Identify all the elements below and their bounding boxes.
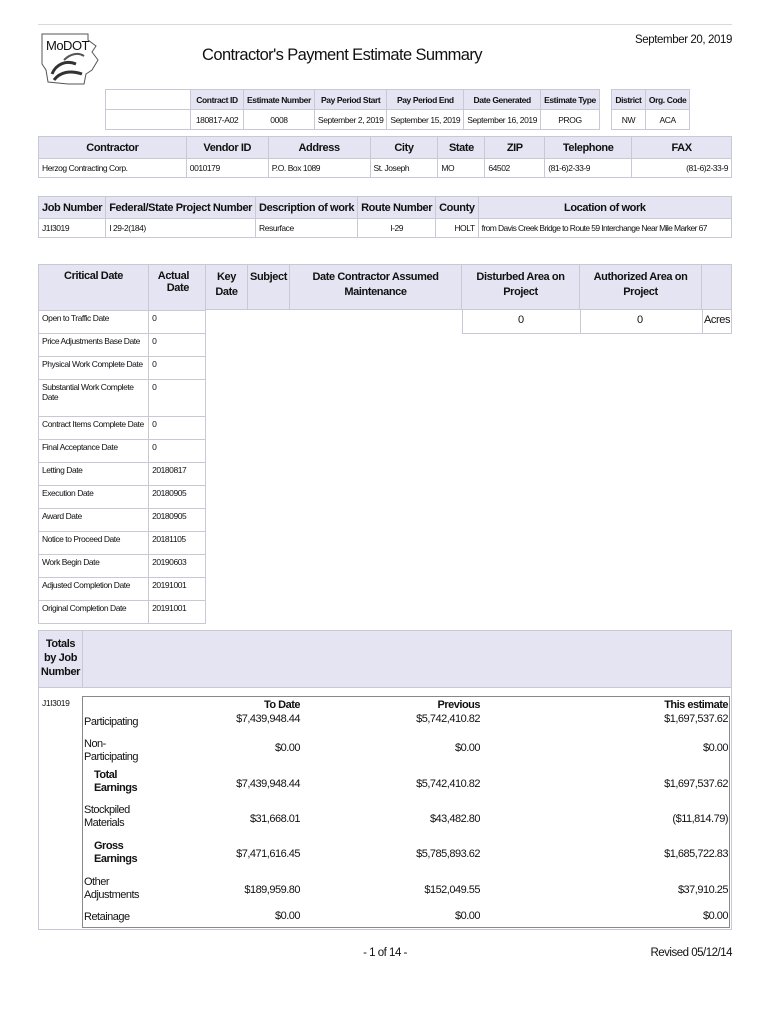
to-date-value: $0.00 (274, 742, 300, 754)
subject-header: Subject (248, 265, 290, 309)
project-number-header: Federal/State Project Number (106, 197, 256, 219)
to-date-value: $31,668.01 (249, 813, 300, 825)
this-estimate-value: $37,910.25 (677, 884, 728, 896)
county: HOLT (436, 219, 478, 238)
disturbed-area-header: Disturbed Area on Project (462, 265, 580, 309)
totals-row-label: Other Adjustments (84, 876, 140, 901)
contractor-table (38, 136, 732, 178)
telephone-header: Telephone (545, 137, 632, 159)
authorized-area-value: 0 (637, 314, 643, 326)
totals-heading: Totals by Job Number (38, 630, 83, 688)
page-number: - 1 of 14 - (363, 947, 407, 959)
critical-date-value: 20190603 (149, 555, 206, 578)
org-code-label: Org. Code (645, 90, 690, 110)
address: P.O. Box 1089 (268, 159, 370, 178)
blank-cell (106, 90, 191, 110)
contract-info-table (105, 89, 690, 130)
previous-value: $152,049.55 (424, 884, 480, 896)
totals-row-label: Retainage (84, 911, 130, 923)
this-estimate-value: $1,685,722.83 (664, 848, 728, 860)
critical-date-label: Work Begin Date (39, 555, 149, 578)
fax: (81-6)2-33-9 (632, 159, 732, 178)
previous-header: Previous (437, 699, 480, 711)
critical-dates-table (38, 264, 206, 624)
contract-id-value: 180817-A02 (191, 110, 244, 130)
critical-date-value: 0 (149, 334, 206, 357)
critical-date-value: 0 (149, 380, 206, 417)
critical-date-label: Substantial Work Complete Date (39, 380, 149, 417)
previous-value: $5,742,410.82 (416, 778, 480, 790)
critical-date-value: 0 (149, 440, 206, 463)
actual-date-header: Actual Date (149, 265, 206, 311)
key-date-header: Key Date (206, 265, 248, 309)
vendor-id-header: Vendor ID (186, 137, 268, 159)
to-date-value: $7,439,948.44 (236, 778, 300, 790)
critical-date-value: 0 (149, 357, 206, 380)
pay-period-start-label: Pay Period Start (314, 90, 387, 110)
district-value: NW (611, 110, 645, 130)
divider (580, 310, 581, 333)
critical-date-label: Price Adjustments Base Date (39, 334, 149, 357)
to-date-value: $189,959.80 (244, 884, 300, 896)
totals-job-number: J1I3019 (42, 698, 70, 708)
this-estimate-value: $0.00 (702, 742, 728, 754)
document-date: September 20, 2019 (634, 34, 732, 46)
divider (702, 310, 703, 333)
revised-date: Revised 05/12/14 (650, 947, 732, 959)
critical-extra-headers (206, 264, 732, 310)
estimate-number-value: 0008 (244, 110, 315, 130)
job-number-header: Job Number (39, 197, 106, 219)
city: St. Joseph (370, 159, 438, 178)
this-estimate-header: This estimate (664, 699, 728, 711)
critical-date-value: 20191001 (149, 601, 206, 624)
previous-value: $5,785,893.62 (416, 848, 480, 860)
critical-date-value: 0 (149, 417, 206, 440)
critical-date-value: 20191001 (149, 578, 206, 601)
description: Resurface (256, 219, 358, 238)
address-header: Address (268, 137, 370, 159)
previous-value: $43,482.80 (429, 813, 480, 825)
this-estimate-value: $1,697,537.62 (664, 778, 728, 790)
gap (599, 90, 611, 110)
pay-period-end-label: Pay Period End (387, 90, 464, 110)
project-number: I 29-2(184) (106, 219, 256, 238)
critical-date-label: Original Completion Date (39, 601, 149, 624)
totals-heading-band (83, 630, 732, 688)
state: MO (438, 159, 485, 178)
critical-date-label: Award Date (39, 509, 149, 532)
job-number: J1I3019 (39, 219, 106, 238)
area-row (462, 310, 732, 334)
critical-date-value: 20180905 (149, 486, 206, 509)
pay-period-start-value: September 2, 2019 (314, 110, 387, 130)
totals-row-label: Stockpiled Materials (84, 804, 130, 829)
previous-value: $0.00 (454, 910, 480, 922)
this-estimate-value: $1,697,537.62 (664, 713, 728, 725)
critical-date-label: Physical Work Complete Date (39, 357, 149, 380)
to-date-header: To Date (263, 699, 300, 711)
maintenance-date-header: Date Contractor Assumed Maintenance (290, 265, 462, 309)
gap (599, 110, 611, 130)
location-header: Location of work (478, 197, 731, 219)
previous-value: $0.00 (454, 742, 480, 754)
description-header: Description of work (256, 197, 358, 219)
critical-date-value: 20181105 (149, 532, 206, 555)
contractor-name: Herzog Contracting Corp. (39, 159, 187, 178)
route-number-header: Route Number (358, 197, 436, 219)
date-generated-label: Date Generated (464, 90, 541, 110)
disturbed-area-value: 0 (518, 314, 524, 326)
critical-date-value: 0 (149, 311, 206, 334)
critical-date-label: Notice to Proceed Date (39, 532, 149, 555)
critical-date-label: Final Acceptance Date (39, 440, 149, 463)
estimate-type-label: Estimate Type (541, 90, 600, 110)
job-table (38, 196, 732, 238)
telephone: (81-6)2-33-9 (545, 159, 632, 178)
estimate-number-label: Estimate Number (244, 90, 315, 110)
pay-period-end-value: September 15, 2019 (387, 110, 464, 130)
previous-value: $5,742,410.82 (416, 713, 480, 725)
critical-date-label: Letting Date (39, 463, 149, 486)
authorized-area-header: Authorized Area on Project (580, 265, 702, 309)
critical-date-header: Critical Date (39, 265, 149, 311)
area-unit: Acres (704, 314, 731, 326)
contract-id-label: Contract ID (191, 90, 244, 110)
to-date-value: $7,439,948.44 (236, 713, 300, 725)
logo-text: MoDOT (46, 38, 89, 53)
zip: 64502 (485, 159, 545, 178)
this-estimate-value: $0.00 (702, 910, 728, 922)
to-date-value: $7,471,616.45 (236, 848, 300, 860)
fax-header: FAX (632, 137, 732, 159)
location: from Davis Creek Bridge to Route 59 Interchange Near Mile Marker 67 (478, 219, 731, 238)
org-code-value: ACA (645, 110, 690, 130)
totals-row-label: Non-Participating (84, 738, 139, 763)
document-title: Contractor's Payment Estimate Summary (202, 46, 482, 64)
this-estimate-value: ($11,814.79) (672, 813, 728, 825)
contractor-header: Contractor (39, 137, 187, 159)
date-generated-value: September 16, 2019 (464, 110, 541, 130)
top-rule (38, 24, 732, 25)
totals-row-label: Gross Earnings (94, 840, 138, 865)
totals-row-label: Participating (84, 716, 139, 728)
state-header: State (438, 137, 485, 159)
zip-header: ZIP (485, 137, 545, 159)
critical-date-label: Adjusted Completion Date (39, 578, 149, 601)
estimate-type-value: PROG (541, 110, 600, 130)
critical-date-label: Execution Date (39, 486, 149, 509)
critical-date-label: Open to Traffic Date (39, 311, 149, 334)
totals-row-label: Total Earnings (94, 769, 138, 794)
district-label: District (611, 90, 645, 110)
city-header: City (370, 137, 438, 159)
county-header: County (436, 197, 478, 219)
blank-cell (106, 110, 191, 130)
critical-date-value: 20180905 (149, 509, 206, 532)
critical-date-label: Contract Items Complete Date (39, 417, 149, 440)
critical-date-value: 20180817 (149, 463, 206, 486)
route-number: I-29 (358, 219, 436, 238)
to-date-value: $0.00 (274, 910, 300, 922)
vendor-id: 0010179 (186, 159, 268, 178)
